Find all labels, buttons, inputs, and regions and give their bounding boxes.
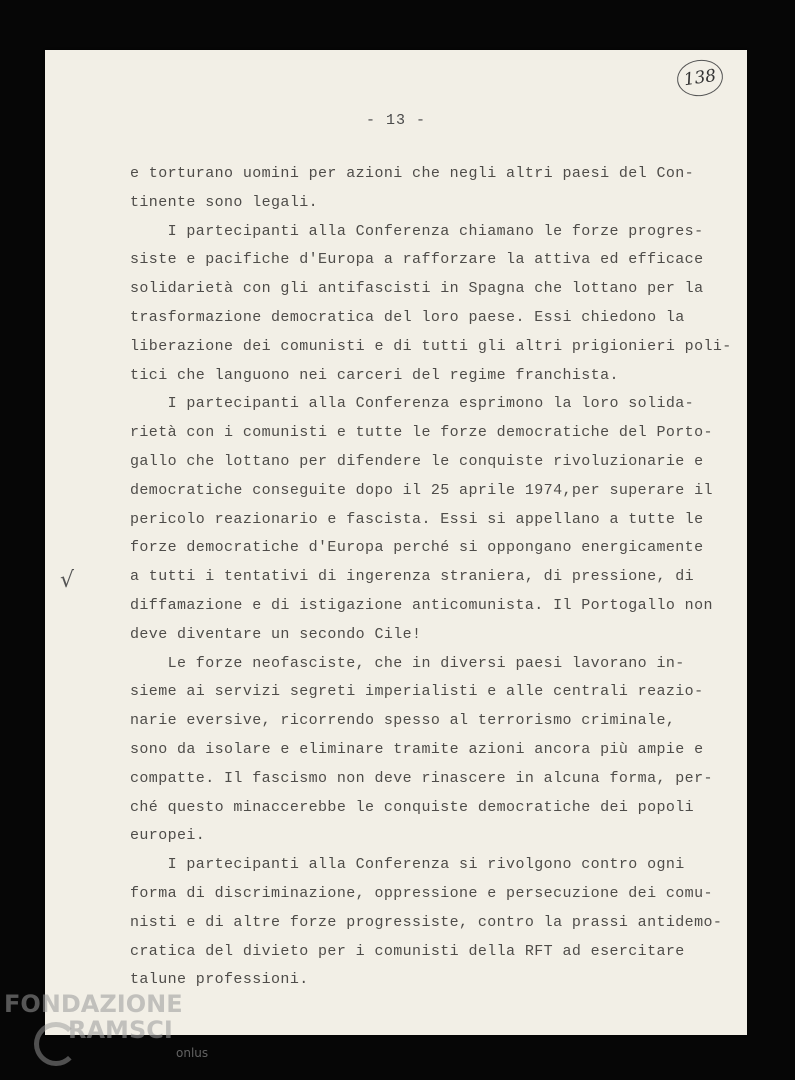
text-line: tici che languono nei carceri del regime franchista. <box>130 366 619 384</box>
text-line: I partecipanti alla Conferenza esprimono la loro solida- <box>130 395 695 413</box>
handwritten-check-mark: √ <box>60 568 75 593</box>
watermark-line1: FONDAZIONE <box>4 990 183 1018</box>
text-line: nisti e di altre forze progressiste, contro la prassi antidemo- <box>130 913 723 931</box>
text-line: ché questo minaccerebbe le conquiste democratiche dei popoli <box>130 798 695 816</box>
text-line: trasformazione democratica del loro paese. Essi chiedono la <box>130 308 685 326</box>
text-line: forze democratiche d'Europa perché si oppongano energicamente <box>130 539 704 557</box>
watermark-line2: RAMSCI <box>68 1016 173 1044</box>
text-line: cratica del divieto per i comunisti della RFT ad esercitare <box>130 942 685 960</box>
text-line: I partecipanti alla Conferenza si rivolgono contro ogni <box>130 856 685 874</box>
text-line: narie eversive, ricorrendo spesso al terrorismo criminale, <box>130 712 676 730</box>
text-line: diffamazione e di istigazione anticomunista. Il Portogallo non <box>130 596 713 614</box>
archive-number-stamp: 138 <box>675 57 726 99</box>
text-line: Le forze neofasciste, che in diversi paesi lavorano in- <box>130 654 685 672</box>
text-line: I partecipanti alla Conferenza chiamano le forze progres- <box>130 222 704 240</box>
text-line: sieme ai servizi segreti imperialisti e alle centrali reazio- <box>130 683 704 701</box>
text-line: tinente sono legali. <box>130 193 319 211</box>
typewritten-body <box>130 160 732 995</box>
text-line: talune professioni. <box>130 971 309 989</box>
text-line: liberazione dei comunisti e di tutti gli altri prigionieri poli- <box>130 337 732 355</box>
text-line: europei. <box>130 827 206 845</box>
text-line: gallo che lottano per difendere le conquiste rivoluzionarie e <box>130 452 704 470</box>
text-line: forma di discriminazione, oppressione e persecuzione dei comu- <box>130 884 713 902</box>
text-line: deve diventare un secondo Cile! <box>130 625 422 643</box>
page-number: - 13 - <box>365 112 426 129</box>
text-line: pericolo reazionario e fascista. Essi si appellano a tutte le <box>130 510 704 528</box>
text-line: solidarietà con gli antifascisti in Spagna che lottano per la <box>130 280 704 298</box>
text-line: compatte. Il fascismo non deve rinascere in alcuna forma, per- <box>130 769 713 787</box>
text-line: sono da isolare e eliminare tramite azioni ancora più ampie e <box>130 740 704 758</box>
watermark-line3: onlus <box>176 1046 209 1060</box>
text-line: a tutti i tentativi di ingerenza straniera, di pressione, di <box>130 568 695 586</box>
text-line: democratiche conseguite dopo il 25 aprile 1974,per superare il <box>130 481 713 499</box>
document-page <box>45 50 747 1035</box>
text-line: e torturano uomini per azioni che negli altri paesi del Con- <box>130 165 695 182</box>
text-line: siste e pacifiche d'Europa a rafforzare la attiva ed efficace <box>130 251 704 269</box>
fondazione-gramsci-watermark <box>4 990 209 1080</box>
text-line: rietà con i comunisti e tutte le forze democratiche del Porto- <box>130 424 713 442</box>
